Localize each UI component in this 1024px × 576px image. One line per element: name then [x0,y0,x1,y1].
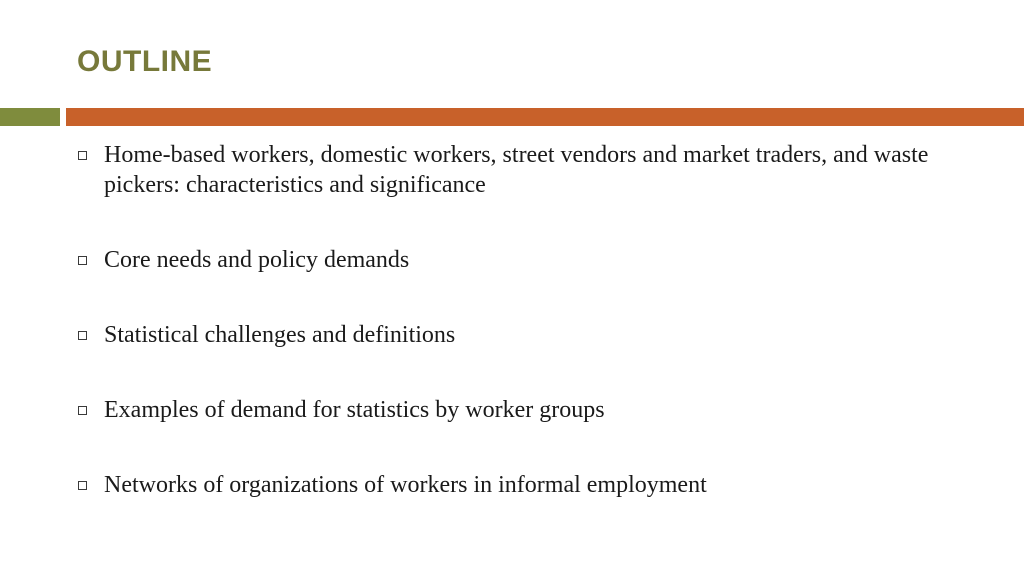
accent-bar-right [66,108,1024,126]
square-bullet-icon [78,256,87,265]
bullet-text: Core needs and policy demands [104,247,410,273]
square-bullet-icon [78,406,87,415]
accent-bar-left [0,108,60,126]
bullet-item [76,470,976,500]
square-bullet-icon [78,151,87,160]
bullet-item [76,320,976,350]
bullet-text: Examples of demand for statistics by worker groups [104,397,605,423]
bullet-list [76,140,976,545]
slide-title: OUTLINE [77,45,213,78]
bullet-item [76,140,976,200]
square-bullet-icon [78,481,87,490]
bullet-text: Home-based workers, domestic workers, street vendors and market traders, and waste pickers: characteristics and significance [104,142,929,198]
bullet-text: Networks of organizations of workers in informal employment [104,472,707,498]
square-bullet-icon [78,331,87,340]
bullet-item [76,245,976,275]
bullet-text: Statistical challenges and definitions [104,322,456,348]
bullet-item [76,395,976,425]
